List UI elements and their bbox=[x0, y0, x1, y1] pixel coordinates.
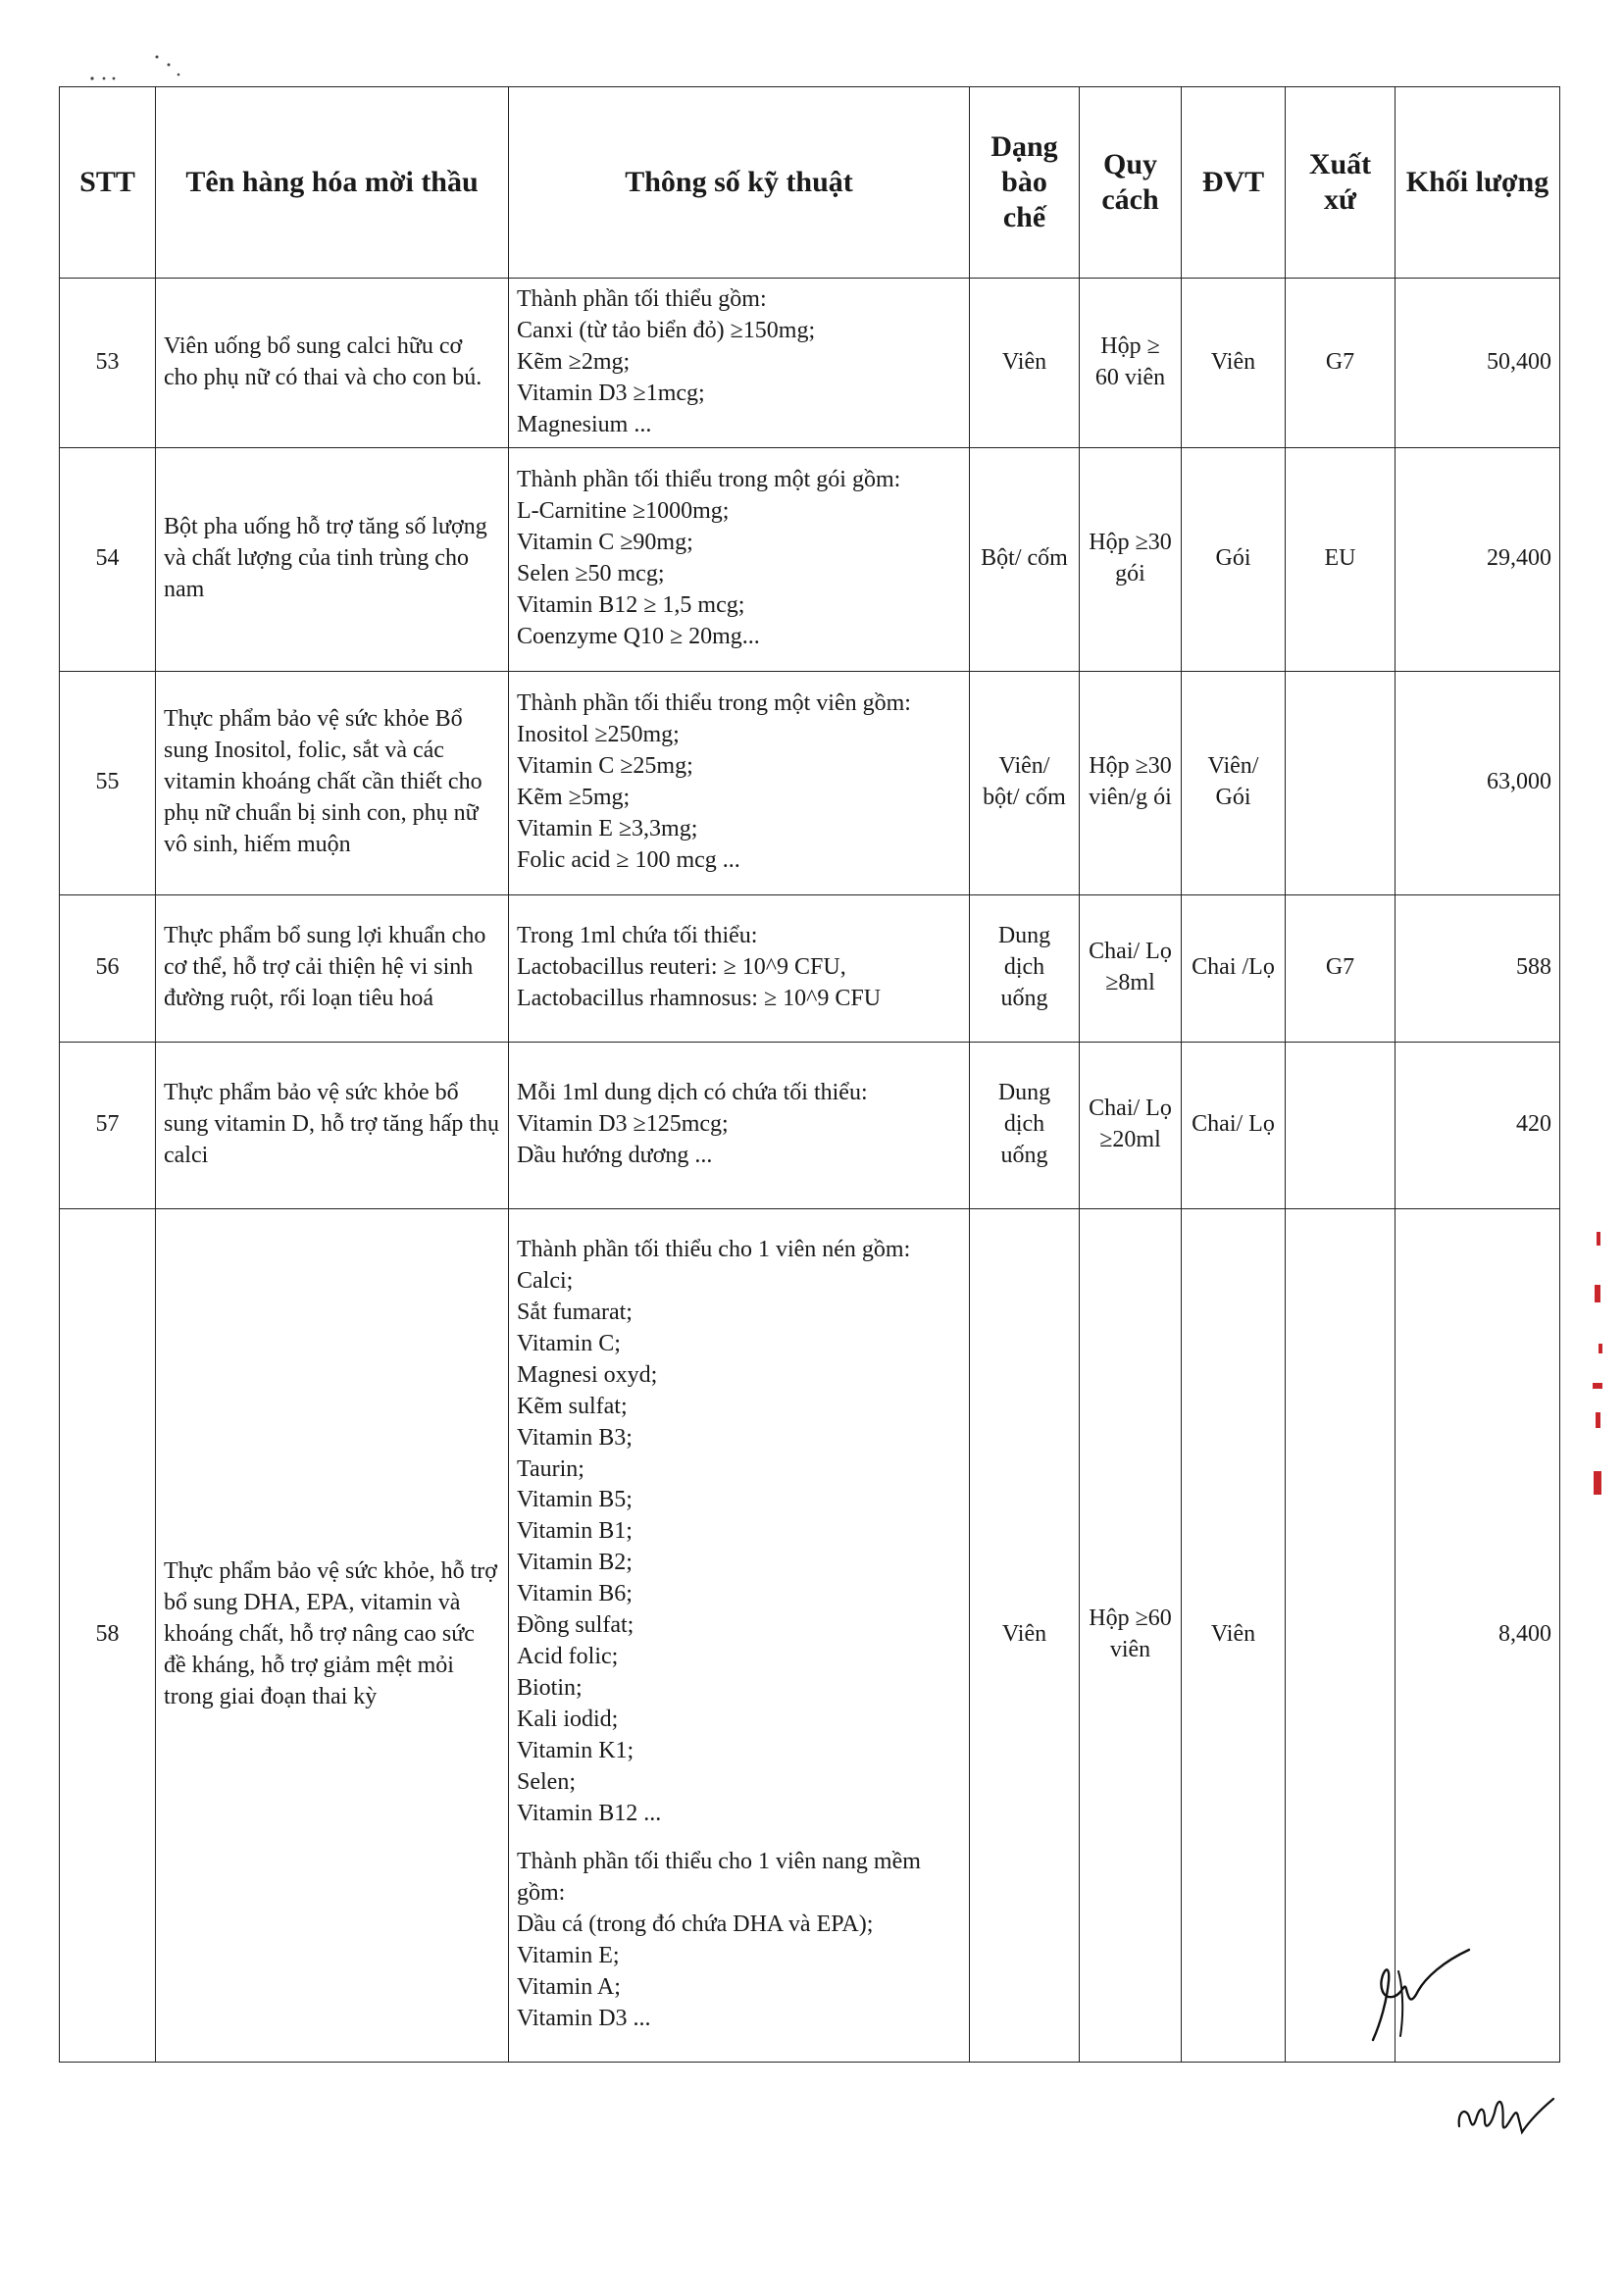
spec-line: Calci; bbox=[517, 1268, 574, 1295]
cell-form: Dung dịch uống bbox=[970, 894, 1080, 1042]
spec-line: Biotin; bbox=[517, 1674, 583, 1701]
cell-name: Thực phẩm bảo vệ sức khỏe bổ sung vitamin D, hỗ trợ tăng hấp thụ calci bbox=[156, 1042, 509, 1208]
cell-spec bbox=[509, 1208, 970, 2062]
spec-line: Vitamin D3 ≥125mcg; bbox=[517, 1111, 729, 1138]
cell-form: Bột/ cốm bbox=[970, 447, 1080, 671]
cell-stt: 55 bbox=[60, 671, 156, 894]
table-row bbox=[60, 447, 1560, 671]
header-pack: Quy cách bbox=[1080, 87, 1182, 279]
spec-line: Coenzyme Q10 ≥ 20mg... bbox=[517, 623, 760, 649]
spec-line: Lactobacillus reuteri: ≥ 10^9 CFU, bbox=[517, 954, 846, 981]
spec-spacer bbox=[517, 1829, 961, 1847]
table-row bbox=[60, 1208, 1560, 2062]
bid-items-table bbox=[59, 86, 1560, 2063]
spec-line: Kẽm ≥2mg; bbox=[517, 348, 631, 375]
cell-pack: Hộp ≥60 viên bbox=[1080, 1208, 1182, 2062]
table-row bbox=[60, 671, 1560, 894]
spec-line: Selen; bbox=[517, 1768, 576, 1795]
cell-unit: Viên/ Gói bbox=[1182, 671, 1286, 894]
header-qty: Khối lượng bbox=[1396, 87, 1560, 279]
spec-line: Taurin; bbox=[517, 1455, 584, 1482]
cell-name: Viên uống bổ sung calci hữu cơ cho phụ nữ có thai và cho con bú. bbox=[156, 279, 509, 448]
spec-line: Vitamin B3; bbox=[517, 1424, 633, 1451]
spec-line: Vitamin B6; bbox=[517, 1581, 633, 1607]
cell-spec bbox=[509, 447, 970, 671]
table-header-row bbox=[60, 87, 1560, 279]
cell-qty: 29,400 bbox=[1396, 447, 1560, 671]
spec-line: Selen ≥50 mcg; bbox=[517, 561, 665, 587]
cell-qty: 588 bbox=[1396, 894, 1560, 1042]
cell-name: Bột pha uống hỗ trợ tăng số lượng và chất lượng của tinh trùng cho nam bbox=[156, 447, 509, 671]
cell-origin: G7 bbox=[1286, 894, 1396, 1042]
cell-name: Thực phẩm bảo vệ sức khỏe, hỗ trợ bổ sung DHA, EPA, vitamin và khoáng chất, hỗ trợ nâng cao sức đề kháng, hỗ trợ giảm mệt mỏi trong giai đoạn thai kỳ bbox=[156, 1208, 509, 2062]
stamp-edge-mark bbox=[1587, 1226, 1616, 1520]
spec-line: Vitamin E; bbox=[517, 1943, 620, 1969]
spec-line: Vitamin E ≥3,3mg; bbox=[517, 815, 698, 841]
spec-line: Magnesium ... bbox=[517, 411, 652, 437]
cell-origin: G7 bbox=[1286, 279, 1396, 448]
cell-stt: 57 bbox=[60, 1042, 156, 1208]
spec-line: Thành phần tối thiểu trong một gói gồm: bbox=[517, 467, 901, 493]
spec-line: Acid folic; bbox=[517, 1643, 619, 1669]
cell-spec bbox=[509, 1042, 970, 1208]
spec-line: L-Carnitine ≥1000mg; bbox=[517, 498, 730, 525]
cell-qty: 420 bbox=[1396, 1042, 1560, 1208]
spec-line: Vitamin B12 ... bbox=[517, 1800, 662, 1826]
spec-line: Trong 1ml chứa tối thiểu: bbox=[517, 923, 758, 949]
spec-line: Vitamin K1; bbox=[517, 1737, 634, 1763]
spec-line: Đồng sulfat; bbox=[517, 1612, 634, 1639]
spec-line: Vitamin A; bbox=[517, 1974, 621, 2001]
spec-line: Canxi (từ tảo biển đỏ) ≥150mg; bbox=[517, 317, 816, 343]
cell-qty: 63,000 bbox=[1396, 671, 1560, 894]
spec-line: Lactobacillus rhamnosus: ≥ 10^9 CFU bbox=[517, 985, 882, 1011]
cell-unit: Viên bbox=[1182, 1208, 1286, 2062]
spec-line: Dầu hướng dương ... bbox=[517, 1142, 713, 1168]
cell-pack: Hộp ≥30 viên/g ói bbox=[1080, 671, 1182, 894]
cell-pack: Hộp ≥30 gói bbox=[1080, 447, 1182, 671]
cell-form: Dung dịch uống bbox=[970, 1042, 1080, 1208]
cell-origin bbox=[1286, 1208, 1396, 2062]
spec-line: Vitamin B5; bbox=[517, 1487, 633, 1513]
cell-unit: Viên bbox=[1182, 279, 1286, 448]
cell-stt: 54 bbox=[60, 447, 156, 671]
initials-mark bbox=[1451, 2087, 1559, 2146]
spec-line: Sắt fumarat; bbox=[517, 1300, 633, 1326]
cell-stt: 56 bbox=[60, 894, 156, 1042]
spec-line: Vitamin C ≥90mg; bbox=[517, 530, 693, 556]
cell-form: Viên bbox=[970, 279, 1080, 448]
cell-origin bbox=[1286, 1042, 1396, 1208]
spec-line: Vitamin C; bbox=[517, 1330, 621, 1356]
cell-stt: 58 bbox=[60, 1208, 156, 2062]
cell-pack: Hộp ≥ 60 viên bbox=[1080, 279, 1182, 448]
table-row bbox=[60, 1042, 1560, 1208]
cell-name: Thực phẩm bổ sung lợi khuẩn cho cơ thể, hỗ trợ cải thiện hệ vi sinh đường ruột, rối loạn tiêu hoá bbox=[156, 894, 509, 1042]
spec-line: Magnesi oxyd; bbox=[517, 1361, 658, 1388]
spec-line: Mỗi 1ml dung dịch có chứa tối thiểu: bbox=[517, 1080, 868, 1106]
spec-line: Thành phần tối thiểu gồm: bbox=[517, 286, 767, 312]
spec-line: Thành phần tối thiểu cho 1 viên nén gồm: bbox=[517, 1237, 911, 1263]
cell-origin: EU bbox=[1286, 447, 1396, 671]
table-row bbox=[60, 279, 1560, 448]
spec-line: Vitamin B2; bbox=[517, 1550, 633, 1576]
scan-specks bbox=[84, 51, 192, 90]
header-form: Dạng bào chế bbox=[970, 87, 1080, 279]
cell-qty: 50,400 bbox=[1396, 279, 1560, 448]
cell-origin bbox=[1286, 671, 1396, 894]
cell-name: Thực phẩm bảo vệ sức khỏe Bổ sung Inositol, folic, sắt và các vitamin khoáng chất cần thiết cho phụ nữ chuẩn bị sinh con, phụ nữ vô sinh, hiếm muộn bbox=[156, 671, 509, 894]
spec-line: Vitamin C ≥25mg; bbox=[517, 753, 693, 780]
signature-mark bbox=[1353, 1942, 1481, 2050]
table-row bbox=[60, 894, 1560, 1042]
cell-unit: Chai/ Lọ bbox=[1182, 1042, 1286, 1208]
spec-line: Vitamin B12 ≥ 1,5 mcg; bbox=[517, 591, 745, 618]
cell-unit: Chai /Lọ bbox=[1182, 894, 1286, 1042]
spec-line: Vitamin D3 ≥1mcg; bbox=[517, 380, 705, 406]
spec-line: Thành phần tối thiểu trong một viên gồm: bbox=[517, 690, 911, 717]
cell-unit: Gói bbox=[1182, 447, 1286, 671]
cell-spec bbox=[509, 671, 970, 894]
header-spec: Thông số kỹ thuật bbox=[509, 87, 970, 279]
spec-line: Dầu cá (trong đó chứa DHA và EPA); bbox=[517, 1912, 874, 1938]
cell-form: Viên/ bột/ cốm bbox=[970, 671, 1080, 894]
header-stt: STT bbox=[60, 87, 156, 279]
header-name: Tên hàng hóa mời thầu bbox=[156, 87, 509, 279]
spec-line: Vitamin D3 ... bbox=[517, 2005, 651, 2031]
cell-spec bbox=[509, 894, 970, 1042]
cell-pack: Chai/ Lọ ≥20ml bbox=[1080, 1042, 1182, 1208]
cell-spec bbox=[509, 279, 970, 448]
spec-line: Folic acid ≥ 100 mcg ... bbox=[517, 846, 740, 873]
cell-qty: 8,400 bbox=[1396, 1208, 1560, 2062]
spec-line: Kali iodid; bbox=[517, 1706, 619, 1732]
cell-stt: 53 bbox=[60, 279, 156, 448]
header-unit: ĐVT bbox=[1182, 87, 1286, 279]
spec-line: Thành phần tối thiểu cho 1 viên nang mềm gồm: bbox=[517, 1849, 921, 1907]
header-origin: Xuất xứ bbox=[1286, 87, 1396, 279]
spec-line: Vitamin B1; bbox=[517, 1518, 633, 1545]
spec-line: Inositol ≥250mg; bbox=[517, 722, 680, 748]
cell-pack: Chai/ Lọ ≥8ml bbox=[1080, 894, 1182, 1042]
spec-line: Kẽm ≥5mg; bbox=[517, 785, 631, 811]
cell-form: Viên bbox=[970, 1208, 1080, 2062]
spec-line: Kẽm sulfat; bbox=[517, 1393, 628, 1419]
